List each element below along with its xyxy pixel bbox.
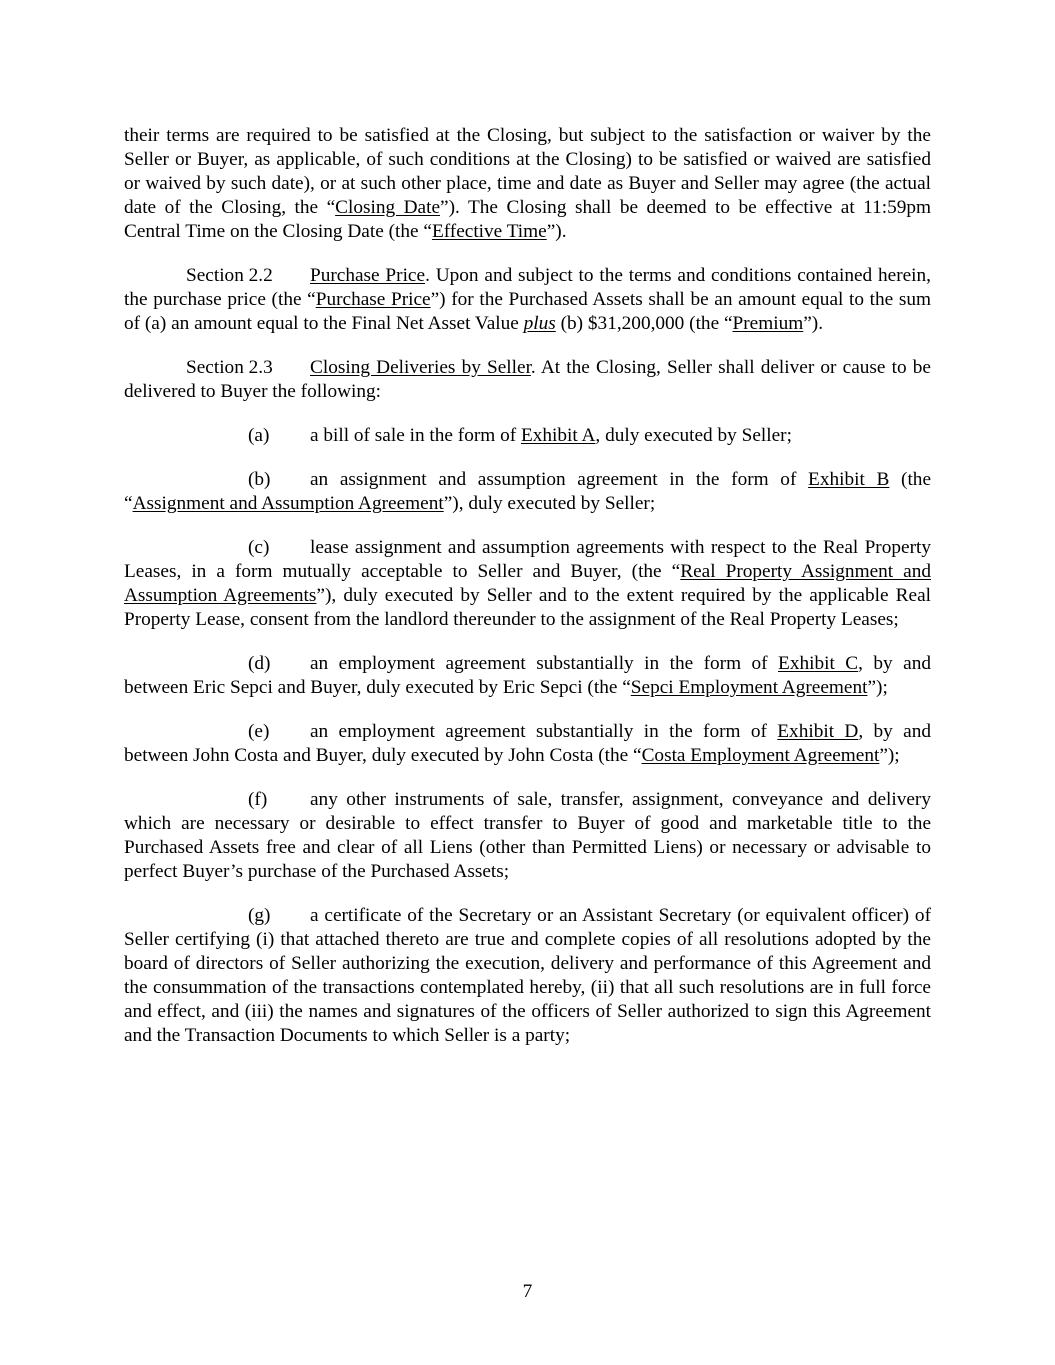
defined-term: Assignment and Assumption Agreement (132, 493, 444, 514)
clause-label: (d) (248, 653, 271, 674)
exhibit-reference: Exhibit B (808, 469, 890, 490)
defined-term: Costa Employment Agreement (641, 745, 880, 766)
clause-label: (e) (248, 721, 270, 742)
clause-c: (c) lease assignment and assumption agreements with respect to the Real Property Leases, in a form mutually acceptable to Seller and Buyer, (the “Real Property Assignment and Assumption Agreements”), duly executed by Seller and to the extent required by the applicable Real Property Lease, consent from the landlord thereunder to the assignment of the Real Property Leases; (124, 537, 932, 630)
exhibit-reference: Exhibit A (520, 425, 596, 446)
exhibit-reference: Exhibit C (778, 653, 859, 674)
page-number: 7 (522, 1281, 533, 1302)
closing-paragraph: their terms are required to be satisfied at the Closing, but subject to the satisfaction or waiver by the Seller or Buyer, as applicable, of such conditions at the Closing) to be satisfied or waived are satisfied or waived by such date), or at such other place, time and date as Buyer and Seller may agree (the actual date of the Closing, the “Closing Date”). The Closing shall be deemed to be effective at 11:59pm Central Time on the Closing Date (the “Effective Time”). (124, 125, 932, 242)
section-number: Section 2.2 (186, 265, 273, 286)
clause-label: (f) (248, 789, 268, 810)
section-heading: Closing Deliveries by Seller (310, 357, 531, 378)
clause-g: (g) a certificate of the Secretary or an Assistant Secretary (or equivalent officer) of Seller certifying (i) that attached thereto are true and complete copies of all resolutions adopted by the board of directors of Seller authorizing the execution, delivery and performance of this Agreement and the consummation of the transactions contemplated hereby, (ii) that all such resolutions are in full force and effect, and (iii) the names and signatures of the officers of Seller authorized to sign this Agreement and the Transaction Documents to which Seller is a party; (124, 905, 931, 1046)
clause-d: (d) an employment agreement substantially in the form of Exhibit C, by and between Eric Sepci and Buyer, duly executed by Eric Sepci (the “Sepci Employment Agreement”); (124, 653, 931, 698)
defined-term: Sepci Employment Agreement (630, 677, 868, 698)
clause-label: (c) (248, 537, 270, 558)
defined-term-purchase-price: Purchase Price (315, 289, 431, 310)
section-2-2: Section 2.2 Purchase Price. Upon and subject to the terms and conditions contained herein, the purchase price (the “Purchase Price”) for the Purchased Assets shall be an amount equal to the sum of (a) an amount equal to the Final Net Asset Value plus (b) $31,200,000 (the “Premium”). (124, 265, 931, 334)
exhibit-reference: Exhibit D (777, 721, 859, 742)
clause-e: (e) an employment agreement substantially in the form of Exhibit D, by and between John Costa and Buyer, duly executed by John Costa (the “Costa Employment Agreement”); (124, 721, 931, 766)
clause-a: (a) a bill of sale in the form of Exhibit A, duly executed by Seller; (248, 425, 792, 446)
clause-label: (g) (248, 905, 271, 926)
document-page (124, 124, 931, 1068)
clause-b: (b) an assignment and assumption agreement in the form of Exhibit B (the “Assignment and Assumption Agreement”), duly executed by Seller; (124, 469, 932, 514)
clause-label: (a) (248, 425, 270, 446)
defined-term: Real Property Assignment and Assumption Agreements (124, 561, 932, 606)
clause-f: (f) any other instruments of sale, transfer, assignment, conveyance and delivery which are necessary or desirable to effect transfer to Buyer of good and marketable title to the Purchased Assets free and clear of all Liens (other than Permitted Liens) or necessary or advisable to perfect Buyer’s purchase of the Purchased Assets; (124, 789, 931, 882)
defined-term-effective-time: Effective Time (431, 221, 547, 242)
section-heading: Purchase Price (310, 265, 426, 286)
clause-label: (b) (248, 469, 271, 490)
section-2-3: Section 2.3 Closing Deliveries by Seller. At the Closing, Seller shall deliver or cause to be delivered to Buyer the following: (124, 357, 931, 402)
section-number: Section 2.3 (186, 357, 273, 378)
defined-term-premium: Premium (732, 313, 804, 334)
defined-term-closing-date: Closing Date (335, 197, 441, 218)
emphasis-plus: plus (523, 313, 556, 334)
